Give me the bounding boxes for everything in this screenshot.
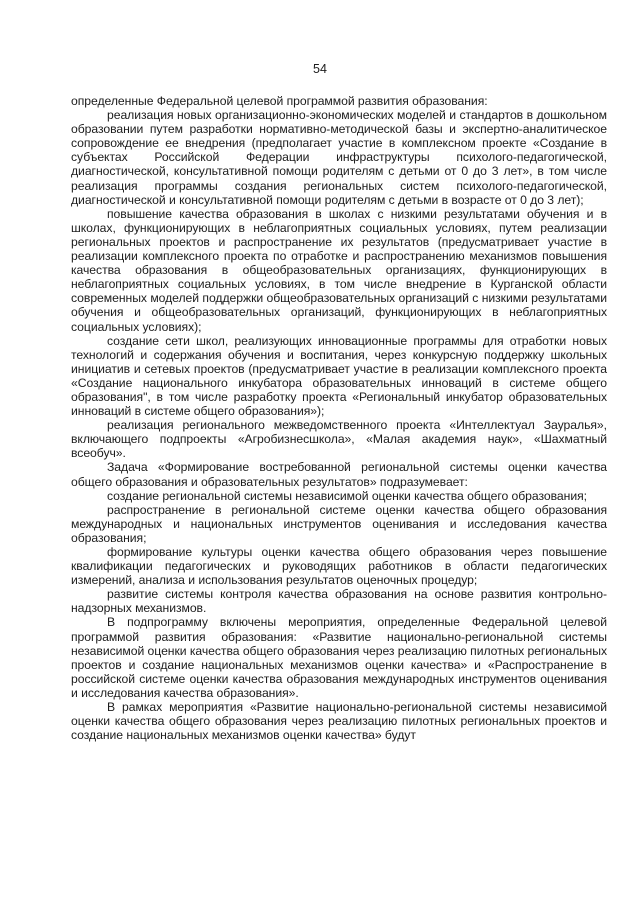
paragraph-international-instruments: распространение в региональной системе оценки качества общего образования международных и национальных инструментов оценивания и исследования качества образования; <box>71 502 607 545</box>
paragraph-subprogram-activities: В подпрограмму включены мероприятия, определенные Федеральной целевой программой развития образования: «Развитие национально-региональной системы независимой оценки качества общего образования через реализацию пилотных региональных проектов и создание национальных механизмов оценки качества» и «Распространение в российской системе оценки качества образования международных инструментов оценивания и исследования качества образования». <box>71 615 607 700</box>
paragraph-activity-framework: В рамках мероприятия «Развитие национально-региональной системы независимой оценки качества общего образования через реализацию пилотных региональных проектов и создание национальных механизмов оценки качества» будут <box>71 700 607 743</box>
paragraph-low-results-schools: повышение качества образования в школах с низкими результатами обучения и в школах, функционирующих в неблагоприятных социальных условиях, путем реализации региональных проектов и распространение их результатов (предусматривает участие в реализации комплексного проекта по отработке и распространению механизмов повышения качества образования в общеобразовательных организациях, функционирующих в неблагоприятных социальных условиях, в том числе внедрение в Курганской области современных моделей поддержки общеобразовательных организаций с низкими результатами обучения и общеобразовательных организаций, функционирующих в неблагоприятных социальных условиях); <box>71 206 607 334</box>
paragraph-intro-continuation: определенные Федеральной целевой программой развития образования: <box>71 94 488 108</box>
paragraph-preschool-models: реализация новых организационно-экономических моделей и стандартов в дошкольном образовании путем разработки нормативно-методической базы и экспертно-аналитическое сопровождение ее внедрения (предполагает участие в комплексном проекте «Создание в субъектах Российской Федерации инфраструктуры психолого-педагогической, диагностической, консультативной помощи родителям с детьми от 0 до 3 лет», в том числе реализация программы создания региональных систем психолого-педагогической, диагностической и консультативной помощи родителям с детьми в возрасте от 0 до 3 лет); <box>71 108 607 207</box>
body-text <box>71 94 607 742</box>
paragraph-quality-control: развитие системы контроля качества образования на основе развития контрольно-надзорных механизмов. <box>71 587 607 616</box>
page-number: 54 <box>313 62 327 76</box>
paragraph-innovation-school-network: создание сети школ, реализующих инновационные программы для отработки новых технологий и содержания обучения и воспитания, через конкурсную поддержку школьных инициатив и сетевых проектов (предусматривает участие в реализации комплексного проекта «Создание национального инкубатора образовательных инноваций в системе общего образования", в том числе разработку проекта «Региональный инкубатор образовательных инноваций в системе общего образования»); <box>71 333 607 419</box>
paragraph-assessment-culture: формирование культуры оценки качества общего образования через повышение квалификации педагогических и руководящих работников в области педагогических измерений, анализа и использования результатов оценочных процедур; <box>71 545 607 588</box>
paragraph-intellectual-project: реализация регионального межведомственного проекта «Интеллектуал Зауралья», включающего подпроекты «Агробизнесшкола», «Малая академия наук», «Шахматный всеобуч». <box>71 418 607 461</box>
paragraph-quality-assessment-task: Задача «Формирование востребованной региональной системы оценки качества общего образования и образовательных результатов» подразумевает: <box>71 460 607 489</box>
paragraph-independent-assessment: создание региональной системы независимой оценки качества общего образования; <box>107 488 587 503</box>
